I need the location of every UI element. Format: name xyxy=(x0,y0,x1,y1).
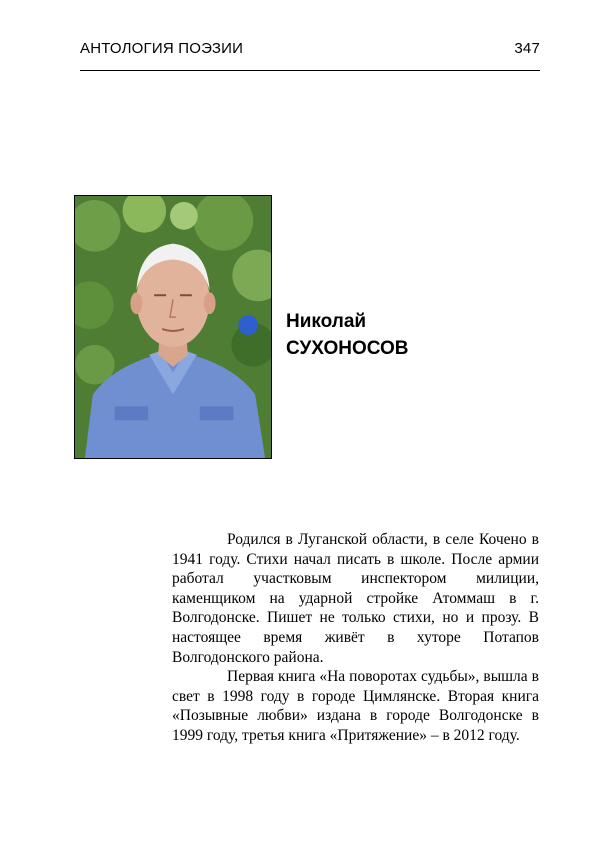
author-portrait xyxy=(74,195,272,459)
running-header xyxy=(80,38,540,58)
header-rule xyxy=(80,70,540,71)
bio-paragraph: Первая книга «На поворотах судьбы», вышла в свет в 1998 году в городе Цимлянске. Вторая книга «Позывные любви» издана в городе Волгодонске в 1999 году, третья книга «Притяжение» – в 2012 году. xyxy=(172,668,539,744)
author-biography xyxy=(172,530,539,746)
author-last-name: СУХОНОСОВ xyxy=(286,338,409,359)
author-first-name: Николай xyxy=(286,311,367,332)
page-number: 347 xyxy=(514,39,540,57)
bio-paragraph: Родился в Луганской области, в селе Кочено в 1941 году. Стихи начал писать в школе. После армии работал участковым инспектором милиции, каменщиком на ударной стройке Атоммаш в г. Волгодонске. Пишет не только стихи, но и прозу. В настоящее время живёт в хуторе Потапов Волгодонского района. xyxy=(172,531,539,666)
portrait-illustration xyxy=(75,196,271,458)
anthology-title: АНТОЛОГИЯ ПОЭЗИИ xyxy=(80,39,244,57)
author-name xyxy=(286,308,409,362)
